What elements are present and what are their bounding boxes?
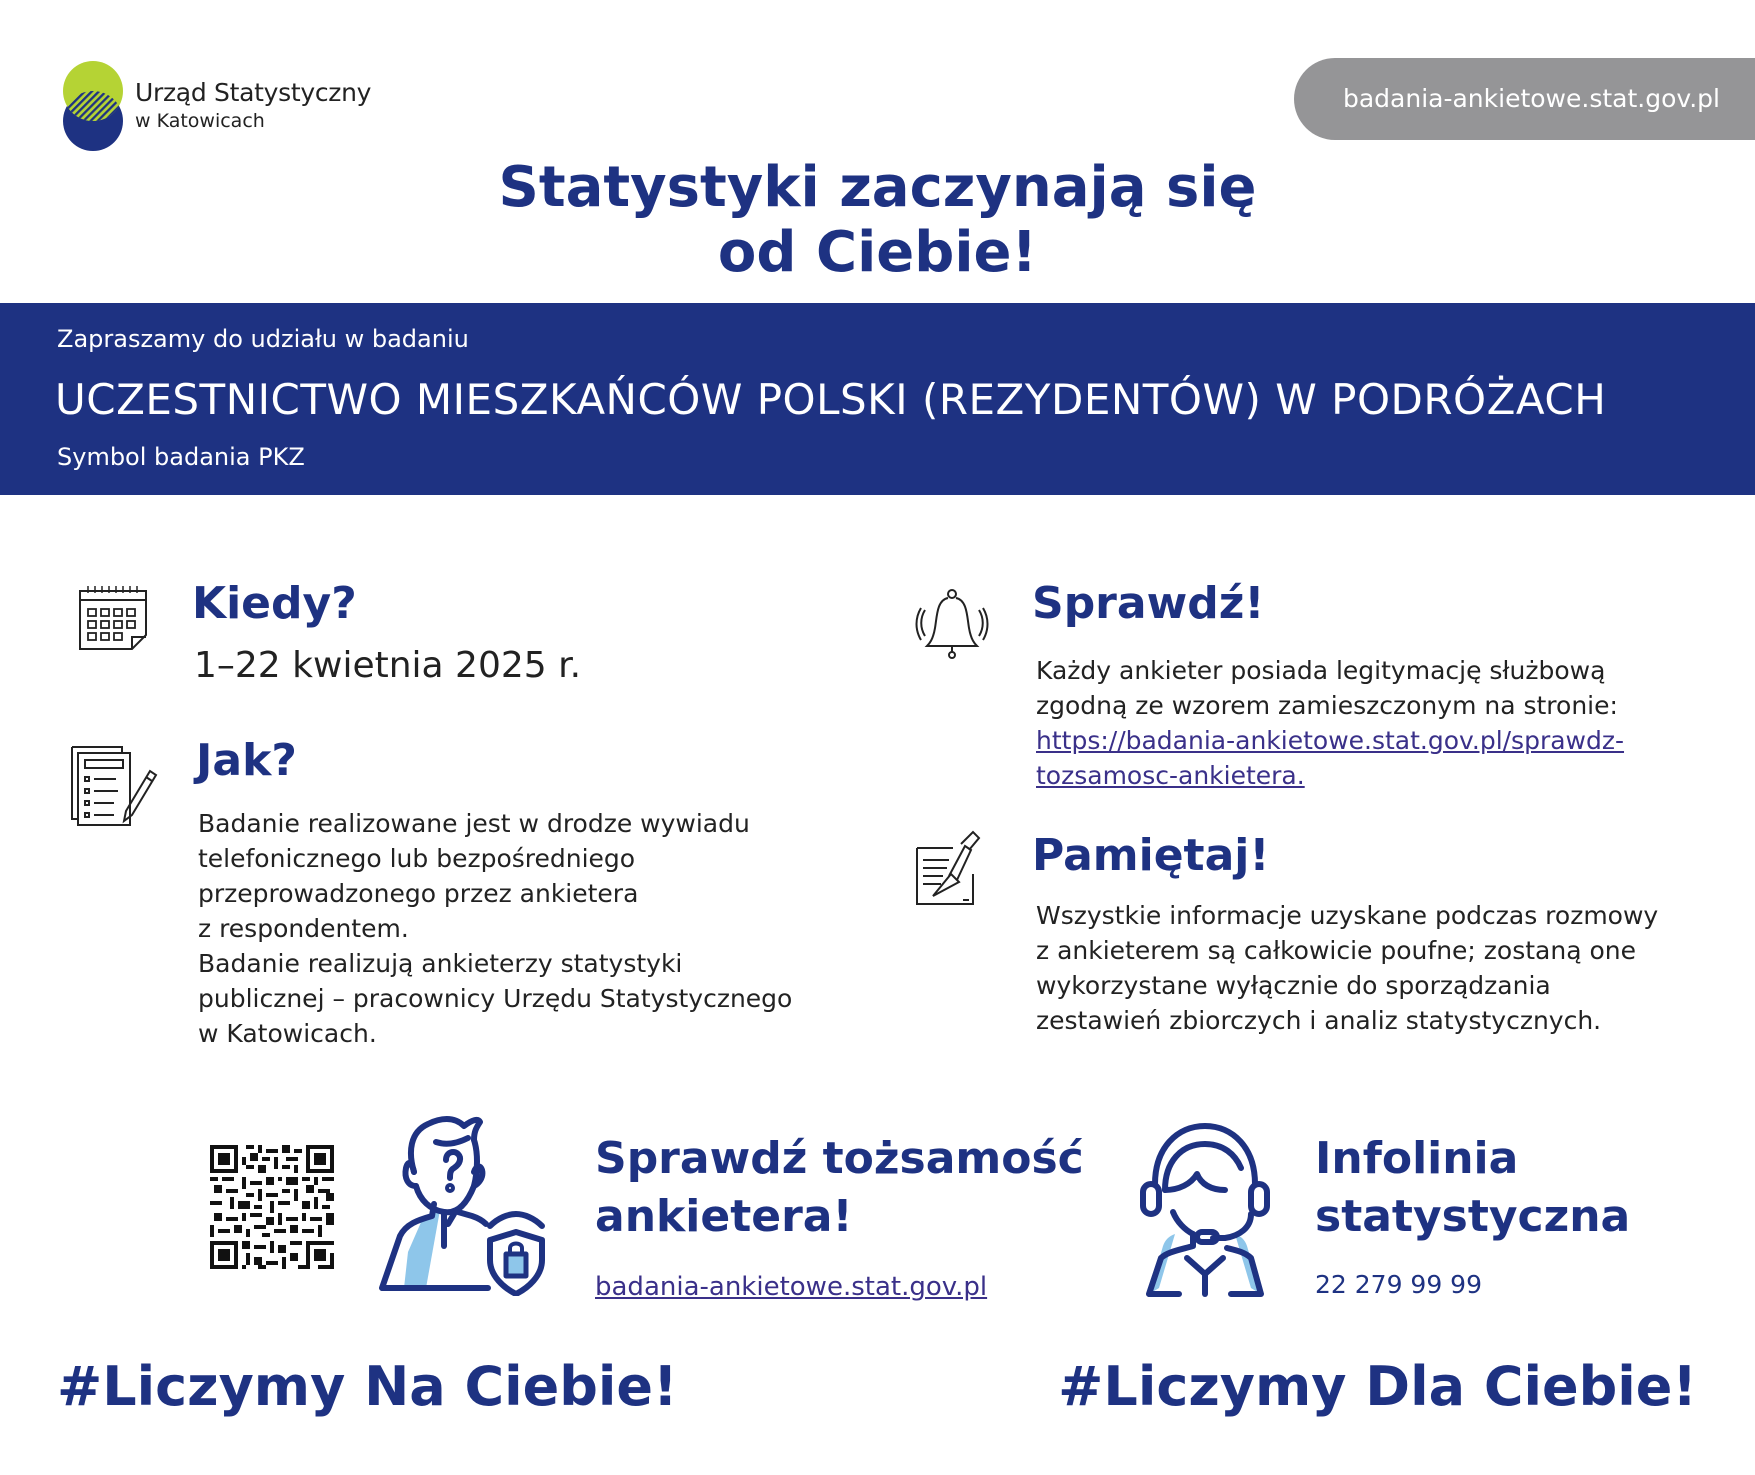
hashtag-right: #Liczymy Dla Ciebie! <box>1058 1355 1697 1418</box>
document-pin-icon <box>913 828 981 908</box>
gus-logo <box>60 58 126 154</box>
banner-invite: Zapraszamy do udziału w badaniu <box>57 325 469 353</box>
calendar-icon <box>78 585 148 651</box>
verify-url-link[interactable]: https://badania-ankietowe.stat.gov.pl/sprawdz- <box>1036 726 1625 755</box>
how-heading: Jak? <box>196 735 297 786</box>
page-title <box>0 155 1755 285</box>
title-line-2: od Ciebie! <box>717 220 1038 285</box>
logo-name: Urząd Statystyczny <box>135 78 372 107</box>
survey-name: UCZESTNICTWO MIESZKAŃCÓW POLSKI (REZYDENTÓW) W PODRÓŻACH <box>55 375 1607 424</box>
interviewer-shield-icon <box>378 1112 546 1296</box>
website-pill-label: badania-ankietowe.stat.gov.pl <box>1342 84 1720 113</box>
when-heading: Kiedy? <box>192 578 357 629</box>
survey-dates: 1–22 kwietnia 2025 r. <box>194 645 582 686</box>
verify-heading: Sprawdź tożsamość ankietera! <box>595 1133 1084 1242</box>
verify-website-link[interactable]: badania-ankietowe.stat.gov.pl <box>595 1272 988 1302</box>
survey-banner <box>0 303 1755 495</box>
bell-icon <box>915 588 989 662</box>
headset-icon <box>1135 1118 1275 1298</box>
website-pill[interactable] <box>1294 58 1755 140</box>
logo-circles-icon <box>60 58 126 154</box>
verify-url-link-cont[interactable]: tozsamosc-ankietera. <box>1036 761 1305 790</box>
remember-heading: Pamiętaj! <box>1032 830 1270 881</box>
check-body: Każdy ankieter posiada legitymację służbową zgodną ze wzorem zamieszczonym na stronie: https://badania-ankietowe.stat.gov.pl/sprawdz- tozsamosc-ankietera. <box>1036 653 1624 793</box>
remember-body: Wszystkie informacje uzyskane podczas rozmowy z ankieterem są całkowicie poufne; zostaną one wykorzystane wyłącznie do sporządzania zestawień zbiorczych i analiz statystycznych. <box>1036 901 1659 1035</box>
form-pencil-icon <box>70 745 158 827</box>
survey-symbol: Symbol badania PKZ <box>57 443 305 471</box>
hashtag-left: #Liczymy Na Ciebie! <box>57 1355 678 1418</box>
hotline-heading: Infolinia statystyczna <box>1315 1133 1631 1242</box>
hotline-phone[interactable]: 22 279 99 99 <box>1315 1270 1482 1299</box>
how-body: Badanie realizowane jest w drodze wywiadu telefonicznego lub bezpośredniego przeprowadzonego przez ankietera z respondentem. Badanie realizują ankieterzy statystyki publicznej – pracownicy Urzędu Statystycznego w Katowicach. <box>198 809 793 1048</box>
qr-code-icon[interactable] <box>210 1145 334 1269</box>
logo-location: w Katowicach <box>135 110 265 132</box>
title-line-1: Statystyki zaczynają się <box>498 155 1257 220</box>
check-heading: Sprawdź! <box>1032 578 1265 629</box>
